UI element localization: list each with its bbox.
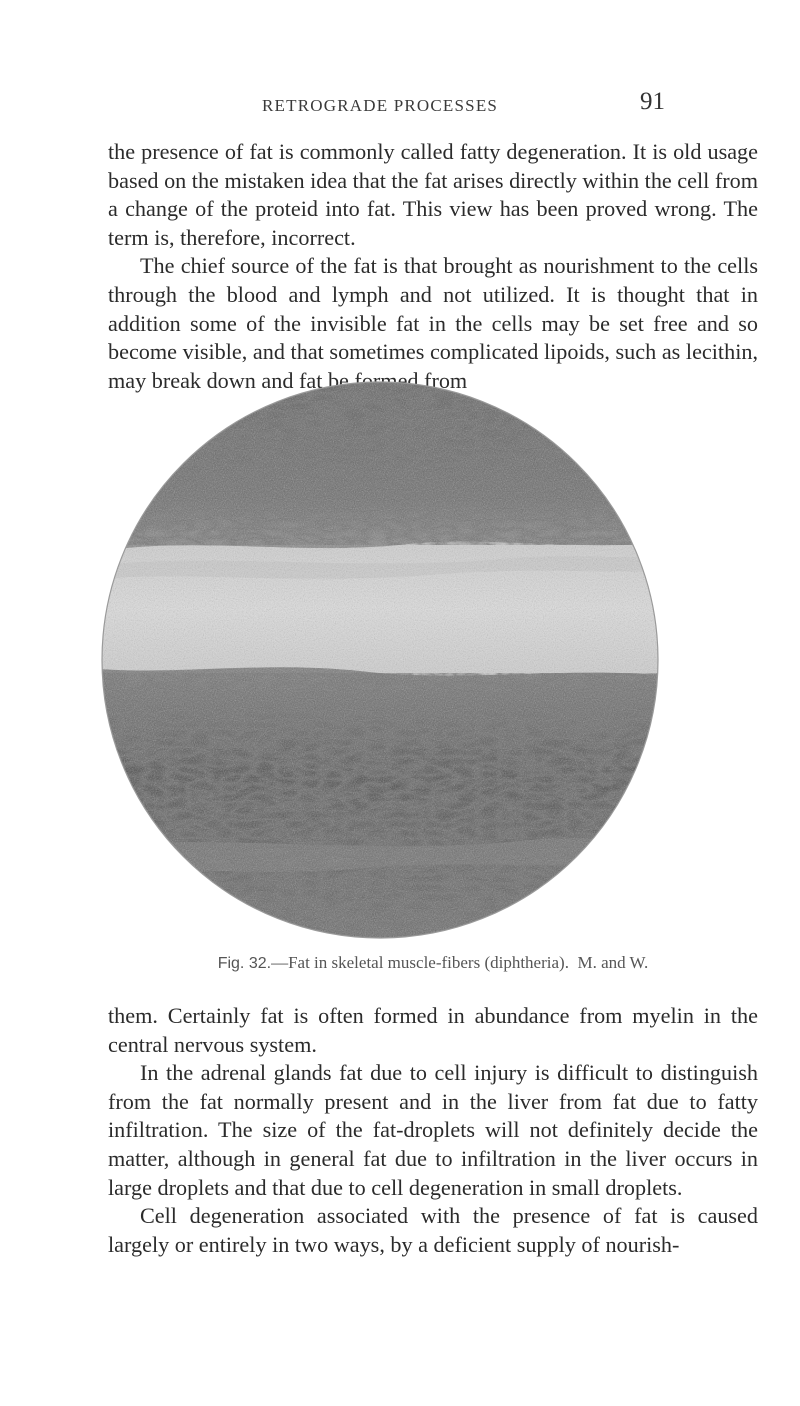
running-title: RETROGRADE PROCESSES (262, 96, 499, 115)
figure-label: Fig. 32. (217, 955, 272, 972)
text-block-bottom (108, 1002, 758, 1259)
paragraph: Cell degeneration associated with the presence of fat is caused largely or entirely in two ways, by a deficient supply of nourish- (108, 1203, 758, 1257)
figure-caption-text: —Fat in skeletal muscle-fibers (diphtheria). (271, 953, 569, 972)
paragraph: them. Certainly fat is often formed in abundance from myelin in the central nervous system. (108, 1003, 758, 1057)
micrograph-figure (100, 375, 660, 945)
paragraph: the presence of fat is commonly called fatty degeneration. It is old usage based on the mistaken idea that the fat arises directly within the cell from a change of the proteid into fat. This view has been proved wrong. The term is, therefore, incorrect. (108, 139, 759, 250)
figure-credit: M. and W. (577, 953, 649, 972)
page-number: 91 (640, 88, 665, 115)
running-head (0, 88, 800, 122)
micrograph-image (100, 375, 660, 945)
paragraph: In the adrenal glands fat due to cell injury is difficult to distinguish from the fat normally present and in the liver from fat due to fatty infiltration. The size of the fat-droplets will not definitely decide the matter, although in general fat due to infiltration in the liver occurs in large droplets and that due to cell degeneration in small droplets. (108, 1060, 758, 1200)
figure-caption (108, 953, 758, 973)
text-block-top (108, 138, 758, 395)
paragraph: The chief source of the fat is that brought as nourishment to the cells through the blood and lymph and not utilized. It is thought that in addition some of the invisible fat in the cells may be set free and so become visible, and that sometimes complicated lipoids, such as lecithin, may break down and fat be formed from (108, 253, 758, 393)
